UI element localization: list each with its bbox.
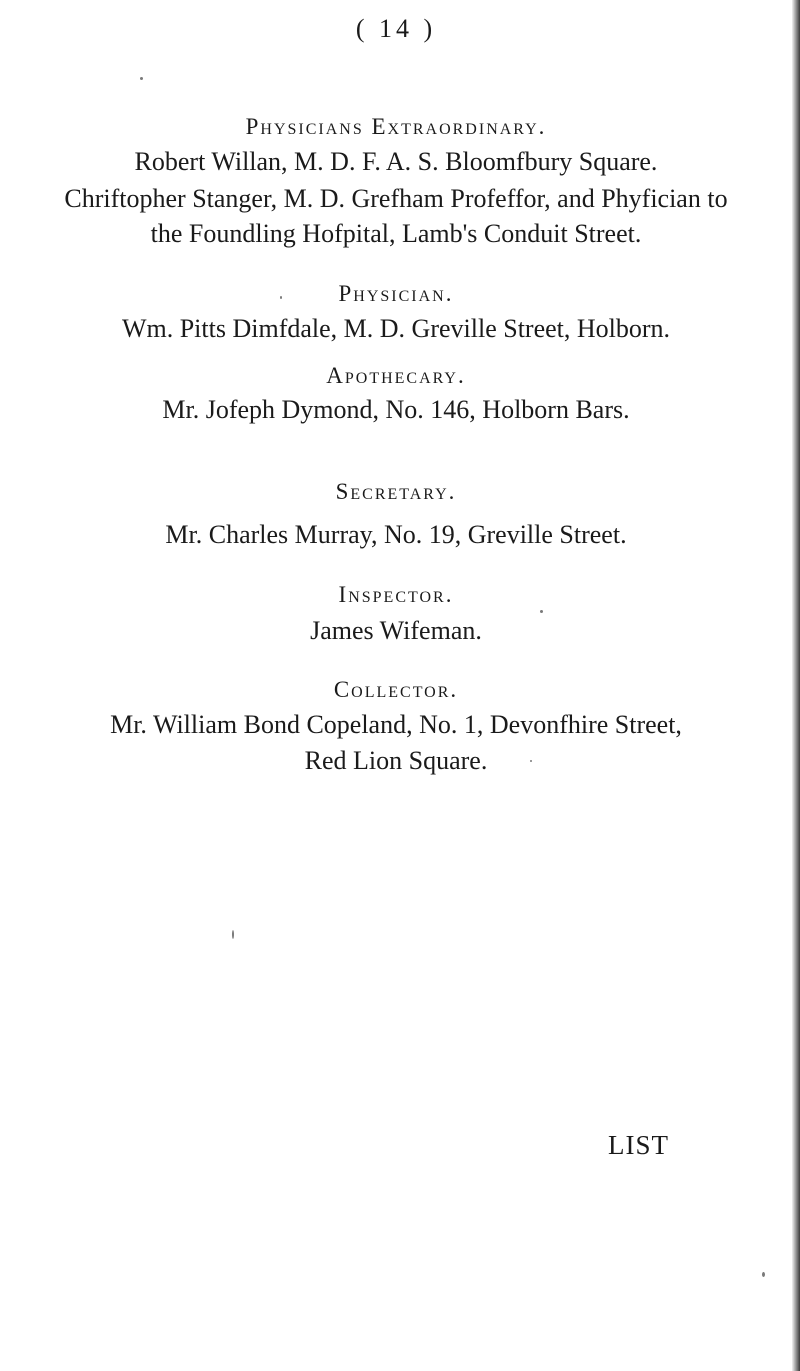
entry-line-james-wiseman: James Wifeman.: [310, 616, 482, 645]
section-heading-collector: Collector.: [333, 677, 459, 702]
entry-line-charles-murray: Mr. Charles Murray, No. 19, Greville Street.: [165, 520, 627, 549]
paper-speck: [530, 760, 532, 762]
paper-speck: [762, 1272, 765, 1277]
entry-line-red-lion-square: Red Lion Square.: [304, 746, 488, 775]
paper-speck: [280, 296, 282, 299]
section-heading-secretary: Secretary.: [335, 479, 457, 504]
entry-line-robert-willan: Robert Willan, M. D. F. A. S. Bloomfbury Square.: [134, 147, 658, 176]
paper-speck: [232, 930, 234, 939]
entry-line-pitts-dimsdale: Wm. Pitts Dimfdale, M. D. Greville Street, Holborn.: [121, 314, 671, 343]
section-heading-apothecary: Apothecary.: [326, 363, 466, 388]
entry-line-foundling-hospital: the Foundling Hofpital, Lamb's Conduit Street.: [150, 219, 642, 248]
entry-line-christopher-stanger: Chriftopher Stanger, M. D. Grefham Profeffor, and Phyfician to: [64, 184, 728, 213]
section-heading-physician: Physician.: [338, 281, 454, 306]
entry-line-william-bond-copeland: Mr. William Bond Copeland, No. 1, Devonfhire Street,: [110, 710, 682, 739]
paper-speck: [140, 77, 143, 80]
section-heading-inspector: Inspector.: [338, 582, 454, 607]
page-edge-shadow: [792, 0, 800, 1371]
paper-speck: [540, 610, 543, 613]
entry-line-joseph-dymond: Mr. Jofeph Dymond, No. 146, Holborn Bars.: [162, 395, 630, 424]
catchword: LIST: [608, 1130, 669, 1160]
page-number: ( 14 ): [355, 14, 437, 43]
section-heading-physicians-extraordinary: Physicians Extraordinary.: [245, 114, 547, 139]
